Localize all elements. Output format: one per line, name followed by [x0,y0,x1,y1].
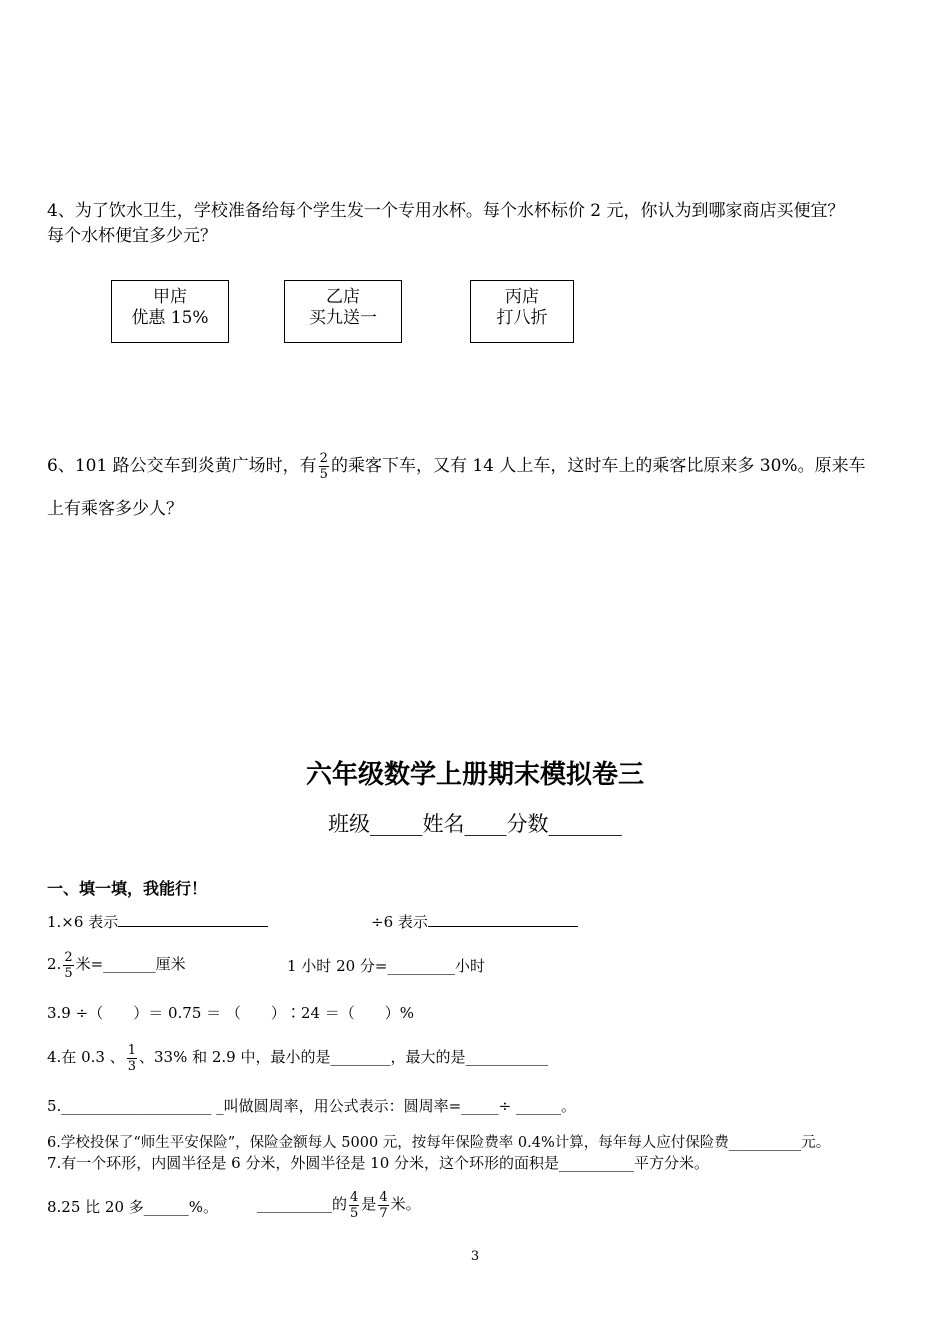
store-offer: 打八折 [496,308,548,328]
item-8-mid: 是 [361,1195,377,1213]
store-name: 丙店 [505,287,539,307]
fraction-denominator: 5 [64,965,73,981]
fraction-denominator: 7 [379,1205,388,1221]
fraction-numerator: 2 [319,451,328,466]
item-6: 6.学校投保了“师生平安保险”，保险金额每人 5000 元，按每年保险费率 0.4%计算，每年每人应付保险费__________元。 [47,1135,831,1151]
item-1-left-text: 1.×6 表示 [47,913,119,931]
item-1-right-text: ÷6 表示 [371,913,428,931]
item-4 [47,1035,548,1079]
store-name: 乙店 [326,287,360,307]
fraction [319,451,329,482]
fraction-numerator: 2 [64,949,73,965]
item-2-pre: 2. [47,955,62,973]
store-offer: 优惠 15% [131,308,209,328]
page-number: 3 [470,1249,480,1264]
item-5: 5.____________________ _叫做圆周率，用公式表示：圆周率=_____÷ ______。 [47,1097,576,1115]
store-box-bing [470,280,574,343]
item-8-right [257,1184,421,1224]
fraction-numerator: 1 [127,1042,136,1058]
item-7: 7.有一个环形，内圆半径是 6 分米，外圆半径是 10 分米，这个环形的面积是__________平方分米。 [47,1154,710,1172]
q4-text-line2: 每个水杯便宜多少元？ [47,226,217,246]
fraction [349,1190,359,1221]
answer-blank [428,912,578,927]
fraction [378,1190,388,1221]
fraction [127,1043,137,1074]
store-offer: 买九送一 [309,308,377,328]
q6-text-line2: 上有乘客多少人？ [47,499,183,519]
fraction-numerator: 4 [379,1189,388,1205]
fraction-denominator: 3 [127,1058,136,1074]
section-heading: 一、填一填，我能行！ [47,879,208,898]
item-8-left: 8.25 比 20 多______%。 [47,1198,219,1216]
fraction-denominator: 5 [319,467,328,482]
store-name: 甲店 [153,287,187,307]
item-4-pre: 4.在 0.3 、 [47,1048,125,1066]
exam-info-line: 班级_____姓名____分数_______ [328,812,622,836]
item-8-pre: __________的 [257,1195,348,1213]
fraction-numerator: 4 [350,1189,359,1205]
q6-post: 的乘客下车，又有 14 人上车，这时车上的乘客比原来多 30%。原来车 [330,456,866,476]
store-box-yi [284,280,402,343]
item-1-left [47,911,268,932]
store-box-jia [111,280,229,343]
item-4-post: 、33% 和 2.9 中，最小的是________，最大的是___________ [138,1048,548,1066]
fraction-denominator: 5 [350,1205,359,1221]
answer-blank [118,912,268,927]
q6-text-line1 [47,446,866,486]
fraction [63,950,73,981]
item-2-right: 1 小时 20 分=_________小时 [287,957,486,975]
q4-text-line1: 4、为了饮水卫生，学校准备给每个学生发一个专用水杯。每个水杯标价 2 元，你认为到哪家商店买便宜？ [47,201,845,221]
item-8-post: 米。 [390,1195,421,1213]
item-2-left [47,945,186,983]
q6-pre: 6、101 路公交车到炎黄广场时，有 [47,456,317,476]
exam-title: 六年级数学上册期末模拟卷三 [305,760,644,790]
item-3: 3.9 ÷（ ）＝ 0.75 ＝ （ ）∶24 ＝（ ）% [47,1004,415,1022]
item-2-post: 米=_______厘米 [75,955,186,973]
item-1-right [371,911,578,932]
